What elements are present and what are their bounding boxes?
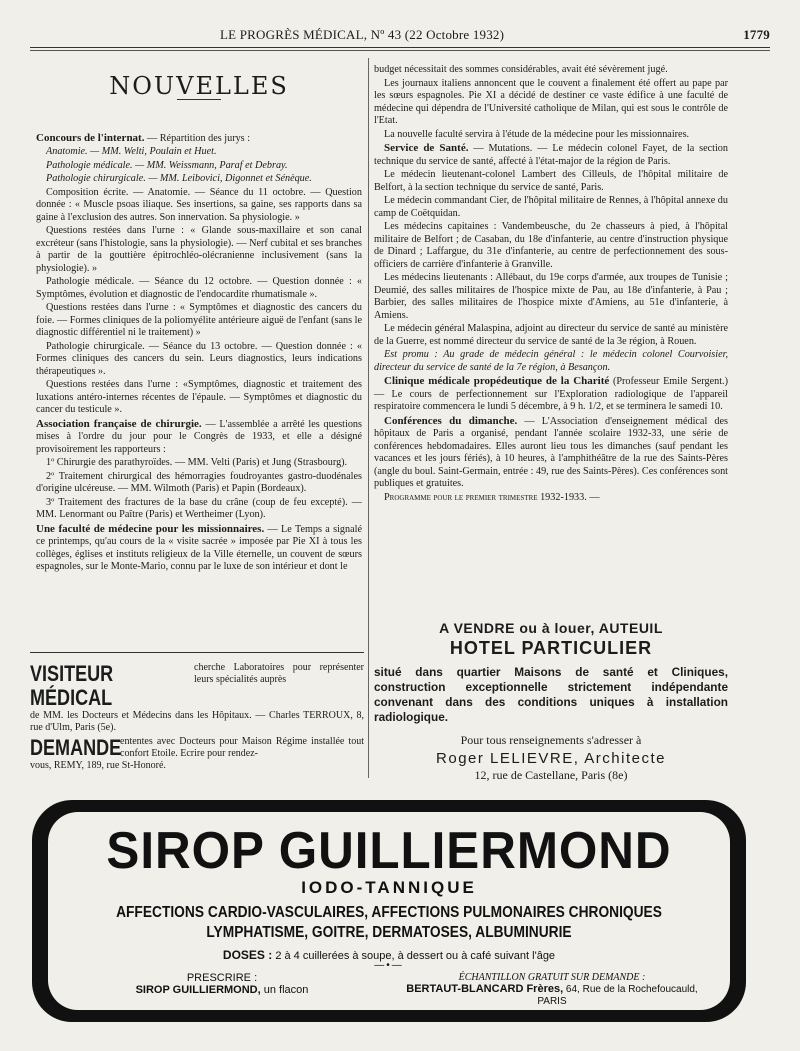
echantillon-label: ÉCHANTILLON GRATUIT SUR DEMANDE :: [458, 972, 646, 983]
rapport-2: 2º Traitement chirurgical des hémorragies foudroyantes gastro-duodénales d'origine ulcéreuse. — MM. Wilmoth (Paris) et Papin (Bordeaux).: [36, 470, 362, 494]
paragraph: Le médecin commandant Cier, de l'hôpital militaire de Rennes, à l'hôpital annexe du camp de Coëtquidan.: [374, 195, 728, 219]
section-heading: NOUVELLES: [109, 72, 289, 100]
item-text: — Mutations. — Le médecin colonel Fayet, de la section technique du service de santé, affecté à l'état-major de la région de Paris.: [374, 143, 728, 167]
item-text: — Le Temps a signalé ce printemps, qu'au cours de la « visite sacrée » imposée par Pie XI à tous les collèges, églises et instituts religieux de la Ville éternelle, un couvent de sœurs espagnoles, sur le Monte-Mario, connu par le luxe de son intérieur et dont le: [36, 523, 362, 572]
paragraph: budget nécessitait des sommes considérables, avait été sévèrement jugé.: [374, 64, 668, 75]
paragraph: Pathologie chirurgicale. — Séance du 13 octobre. — Question donnée : « Formes cliniques des cancers du sein. Leurs diagnostics, leurs indications thérapeutiques ».: [36, 340, 362, 377]
paragraph: Questions restées dans l'urne : « Symptômes et diagnostic des cancers du foie. — Formes cliniques de la poliomyélite antérieure aiguë de l'enfant (sans le diagnostic différentiel ni le traitement) »: [36, 302, 362, 338]
jury-pathologie-medicale: Pathologie médicale. — MM. Weissmann, Paraf et Debray.: [46, 159, 288, 171]
rapport-3: 3º Traitement des fractures de la base du crâne (coup de feu excepté). — MM. Lenormant ou Paître (Paris) et Wertheimer (Lyon).: [36, 496, 362, 520]
sirop-indications-2: LYMPHATISME, GOITRE, DERMATOSES, ALBUMINURIE: [206, 924, 572, 941]
paragraph: Pathologie médicale. — Séance du 12 octobre. — Question donnée : « Symptômes, évolution et diagnostic de l'endocardite rhumatismale ».: [36, 276, 362, 300]
item-text: — Répartition des jurys :: [144, 132, 251, 144]
paragraph: Le médecin lieutenant-colonel Lambert des Cilleuls, de l'hôpital militaire de Belfort, à la section technique du service de santé, Paris.: [374, 169, 728, 193]
item-title: Concours de l'internat.: [36, 131, 145, 144]
echantillon-block: [392, 972, 712, 1007]
paragraph: Les journaux italiens annoncent que le couvent a finalement été offert au pape par les sœurs espagnoles. Pie XI a décidé de destiner ce vaste édifice à une faculté de médecine qui dépendra de l'Université catholique de Milan, qui est sous le contrôle de l'Etat.: [374, 77, 728, 126]
programme-line: Programme pour le premier trimestre 1932-1933. —: [384, 491, 600, 503]
item-title: Association française de chirurgie.: [36, 417, 202, 430]
running-header: [30, 27, 770, 45]
ad-visiteur-medical: [30, 662, 364, 733]
ad-architect: Roger LELIEVRE, Architecte: [436, 750, 666, 767]
paragraph: Le médecin général Malaspina, adjoint au directeur du service de santé au ministère de la Guerre, est nommé directeur du service de santé de la 3e région, à Rouen.: [374, 323, 728, 347]
ad-demande: [30, 736, 364, 772]
sirop-subtitle: IODO-TANNIQUE: [301, 878, 477, 897]
sirop-title: SIROP GUILLIERMOND: [106, 822, 672, 880]
prescrire-name: SIROP GUILLIERMOND,: [135, 984, 261, 996]
column-divider: [368, 58, 369, 778]
paragraph: Les médecins lieutenants : Allébaut, du 19e corps d'armée, aux troupes de Tunisie ; Deumié, des salles militaires de l'hospice mixte de Pau, au 18e d'infanterie, à Pau ; Barbier, des salles militaires de l'hospice mixte d'Amiens, au 51e d'infanterie, à Amiens.: [374, 272, 728, 321]
ornament-dots: —•—: [374, 960, 404, 971]
paragraph: La nouvelle faculté servira à l'étude de la médecine pour les missionnaires.: [384, 128, 690, 140]
ad-contact: Pour tous renseignements s'adresser à: [460, 733, 642, 747]
news-item-clinique: [374, 375, 728, 414]
ad-sirop-guilliermond: [32, 800, 746, 1022]
ad-headline: VISITEUR MÉDICAL: [30, 661, 114, 710]
company-address: 64, Rue de la Rochefoucauld, PARIS: [537, 984, 698, 1007]
news-item-conferences: [374, 415, 728, 491]
item-title: Conférences du dimanche.: [384, 414, 518, 427]
jury-anatomie: Anatomie. — MM. Welti, Poulain et Huet.: [46, 146, 217, 157]
news-item-service-sante: [374, 142, 728, 168]
company-name: BERTAUT-BLANCARD Frères,: [406, 983, 564, 995]
ad-text-more: vous, REMY, 189, rue St-Honoré.: [30, 760, 166, 771]
sirop-footer: [48, 972, 730, 1007]
item-title: Clinique médicale propédeutique de la Charité: [384, 375, 610, 387]
prescrire-label: PRESCRIRE :: [186, 972, 258, 984]
ad-text: cherche Laboratoires pour représenter leurs spécialités auprès: [194, 662, 364, 685]
rapport-1: 1º Chirurgie des parathyroïdes. — MM. Velti (Paris) et Jung (Strasbourg).: [46, 457, 348, 468]
item-title: Service de Santé.: [384, 142, 469, 154]
prescrire-tail: un flacon: [260, 984, 309, 996]
ad-text-more: de MM. les Docteurs et Médecins dans les Hôpitaux. — Charles TERROUX, 8, rue d'Ulm, Paris (5e).: [30, 710, 364, 733]
paragraph: Questions restées dans l'urne : « Glande sous-maxillaire et son canal excréteur (sans l'histologie, sans la physiologie). — Nerf cubital et ses branches à partir de la gouttière épitrochléo-olécranienne inclusivement (sans la physiologie). »: [36, 225, 362, 274]
journal-title: LE PROGRÈS MÉDICAL, Nº 43 (22 Octobre 1932): [220, 27, 505, 42]
left-column: [36, 72, 362, 575]
header-rule: [30, 47, 770, 48]
doses-label: DOSES :: [222, 948, 273, 962]
paragraph: Questions restées dans l'urne : «Symptômes, diagnostic et traitement des luxations antéro-internes récentes de l'épaule. — Symptômes et diagnostic du cancer du testicule ».: [36, 379, 362, 415]
sirop-indications-1: AFFECTIONS CARDIO-VASCULAIRES, AFFECTIONS PULMONAIRES CHRONIQUES: [116, 904, 662, 921]
jury-pathologie-chirurgicale: Pathologie chirurgicale. — MM. Leibovici, Digonnet et Sénèque.: [46, 173, 312, 184]
news-item-faculte: [36, 523, 362, 574]
paragraph: Est promu : Au grade de médecin général : le médecin colonel Courvoisier, directeur du service de santé de la 7e région, à Besançon.: [374, 349, 728, 373]
ad-address: 12, rue de Castellane, Paris (8e): [474, 768, 628, 782]
ad-text: ententes avec Docteurs pour Maison Régime installée tout confort Etoile. Ecrire pour rendez-: [120, 736, 364, 759]
page-number: 1779: [743, 27, 770, 42]
doses-text: 2 à 4 cuillerées à soupe, à dessert ou à café suivant l'âge: [275, 950, 556, 962]
ad-rule: [30, 652, 364, 653]
ad-body: situé dans quartier Maisons de santé et Cliniques, construction exceptionnelle strictement indépendante convenant dans des conditions uniques à installation radiologique.: [374, 665, 728, 724]
ad-hotel-particulier: [374, 620, 728, 783]
paragraph: Les médecins capitaines : Vandembeusche, du 2e chasseurs à pied, à l'hôpital militaire de Belfort ; de Casaban, du 18e d'infanterie, au centre d'instruction physique de Dinard ; Laffargue, du 31e d'infanterie, au centre de perfectionnement des sous-officiers de carrière d'infanterie à Granville.: [374, 221, 728, 270]
paragraph: Composition écrite. — Anatomie. — Séance du 11 octobre. — Question donnée : « Muscle psoas iliaque. Ses insertions, sa gaine, ses rapports dans sa gaine à l'exclusion des autres. Son innervation. Sa physiologie. »: [36, 186, 362, 223]
item-text: (Professeur Emile Sergent.) — Le cours de perfectionnement sur l'Exploration radiologique de l'appareil respiratoire commencera le lundi 5 décembre, à 9 h. 1/2, et se terminera le samedi 10.: [374, 376, 728, 412]
ad-sirop-inner: [48, 812, 730, 1010]
ad-line2: HOTEL PARTICULIER: [449, 638, 653, 658]
header-rule-thin: [30, 50, 770, 51]
prescrire-block: [72, 972, 372, 996]
ad-headline: DEMANDE: [30, 735, 122, 760]
item-text: — L'assemblée a arrêté les questions mises à l'ordre du jour pour le Congrès de 1933, et elle a désigné provisoirement les rapporteurs :: [36, 418, 362, 455]
item-text: — L'Association d'enseignement médical des hôpitaux de Paris a organisé, pendant l'année scolaire 1932-33, une série de conférences hebdomadaires. Elles auront lieu tous les dimanches (sauf pendant les vacances et les jours fériés), à 10 heures, à l'amphithéâtre de la rue des Saints-Pères (angle du boul. Saint-Germain, entrée : 49, rue des Saints-Pères). Ces conférences sont publiques et gratuites.: [374, 415, 728, 489]
ad-line1: A VENDRE ou à louer, AUTEUIL: [439, 620, 663, 636]
right-column: [374, 64, 728, 505]
news-item-internat: [36, 132, 362, 146]
news-item-chirurgie: [36, 418, 362, 457]
item-title: Une faculté de médecine pour les missionnaires.: [36, 522, 265, 535]
